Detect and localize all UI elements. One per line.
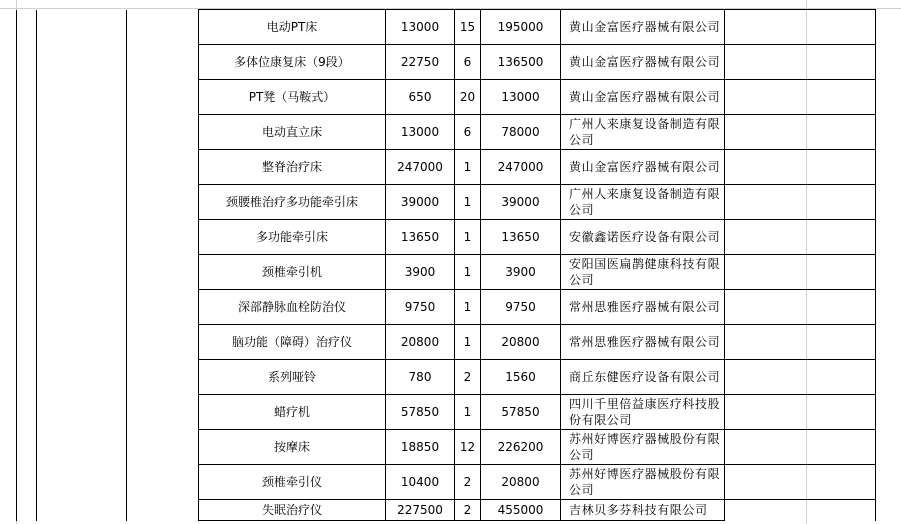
equipment-name-cell: 系列哑铃 — [199, 360, 386, 395]
total-price-cell: 57850 — [481, 395, 561, 430]
total-price-cell: 13000 — [481, 80, 561, 115]
unit-price-cell: 39000 — [386, 185, 455, 220]
empty-right-cell — [725, 150, 876, 185]
total-price-cell: 136500 — [481, 45, 561, 80]
total-price-cell: 1560 — [481, 360, 561, 395]
unit-price-cell: 9750 — [386, 290, 455, 325]
quantity-cell: 2 — [455, 360, 481, 395]
total-price-cell: 20800 — [481, 325, 561, 360]
manufacturer-cell: 广州人来康复设备制造有限公司 — [561, 115, 725, 150]
quantity-cell: 15 — [455, 10, 481, 45]
table-row — [17, 10, 876, 45]
quantity-cell: 20 — [455, 80, 481, 115]
empty-right-cell — [725, 185, 876, 220]
manufacturer-cell: 安阳国医扁鹊健康科技有限公司 — [561, 255, 725, 290]
empty-right-cell — [725, 80, 876, 115]
manufacturer-cell: 黄山金富医疗器械有限公司 — [561, 150, 725, 185]
empty-right-cell — [725, 395, 876, 430]
equipment-table-body — [17, 10, 876, 521]
equipment-name-cell: 整脊治疗床 — [199, 150, 386, 185]
quantity-cell: 12 — [455, 430, 481, 465]
total-price-cell: 39000 — [481, 185, 561, 220]
unit-price-cell: 227500 — [386, 500, 455, 521]
unit-price-cell: 650 — [386, 80, 455, 115]
unit-price-cell: 22750 — [386, 45, 455, 80]
equipment-name-cell: PT凳（马鞍式） — [199, 80, 386, 115]
empty-right-cell — [725, 465, 876, 500]
equipment-name-cell: 颈椎牵引机 — [199, 255, 386, 290]
unit-price-cell: 247000 — [386, 150, 455, 185]
unit-price-cell: 3900 — [386, 255, 455, 290]
total-price-cell: 3900 — [481, 255, 561, 290]
unit-price-cell: 13000 — [386, 10, 455, 45]
quantity-cell: 1 — [455, 255, 481, 290]
manufacturer-cell: 四川千里倍益康医疗科技股份有限公司 — [561, 395, 725, 430]
unit-price-cell: 20800 — [386, 325, 455, 360]
equipment-name-cell: 蜡疗机 — [199, 395, 386, 430]
empty-right-cell — [725, 325, 876, 360]
manufacturer-cell: 商丘东健医疗设备有限公司 — [561, 360, 725, 395]
quantity-cell: 6 — [455, 115, 481, 150]
equipment-name-cell: 多体位康复床（9段） — [199, 45, 386, 80]
quantity-cell: 1 — [455, 290, 481, 325]
quantity-cell: 1 — [455, 150, 481, 185]
empty-right-cell — [725, 430, 876, 465]
manufacturer-cell: 常州思雅医疗器械有限公司 — [561, 290, 725, 325]
total-price-cell: 226200 — [481, 430, 561, 465]
total-price-cell: 9750 — [481, 290, 561, 325]
manufacturer-cell: 黄山金富医疗器械有限公司 — [561, 80, 725, 115]
manufacturer-cell: 苏州好博医疗器械股份有限公司 — [561, 430, 725, 465]
empty-right-cell — [725, 255, 876, 290]
equipment-name-cell: 多功能牵引床 — [199, 220, 386, 255]
empty-right-cell — [725, 115, 876, 150]
manufacturer-cell: 广州人来康复设备制造有限公司 — [561, 185, 725, 220]
empty-right-cell — [725, 45, 876, 80]
unit-price-cell: 13650 — [386, 220, 455, 255]
quantity-cell: 2 — [455, 465, 481, 500]
equipment-name-cell: 失眠治疗仪 — [199, 500, 386, 521]
total-price-cell: 195000 — [481, 10, 561, 45]
empty-right-cell — [725, 290, 876, 325]
manufacturer-cell: 黄山金富医疗器械有限公司 — [561, 10, 725, 45]
equipment-name-cell: 脑功能（障碍）治疗仪 — [199, 325, 386, 360]
total-price-cell: 78000 — [481, 115, 561, 150]
unit-price-cell: 18850 — [386, 430, 455, 465]
group-column-cell — [127, 10, 199, 521]
quantity-cell: 2 — [455, 500, 481, 521]
unit-price-cell: 57850 — [386, 395, 455, 430]
equipment-name-cell: 电动PT床 — [199, 10, 386, 45]
quantity-cell: 1 — [455, 185, 481, 220]
manufacturer-cell: 吉林贝多芬科技有限公司 — [561, 500, 725, 521]
equipment-name-cell: 电动直立床 — [199, 115, 386, 150]
manufacturer-cell: 安徽鑫诺医疗设备有限公司 — [561, 220, 725, 255]
manufacturer-cell: 常州思雅医疗器械有限公司 — [561, 325, 725, 360]
unit-price-cell: 13000 — [386, 115, 455, 150]
unit-price-cell: 10400 — [386, 465, 455, 500]
equipment-name-cell: 按摩床 — [199, 430, 386, 465]
total-price-cell: 247000 — [481, 150, 561, 185]
index-column-cell — [17, 10, 37, 521]
equipment-name-cell: 深部静脉血栓防治仪 — [199, 290, 386, 325]
empty-right-cell — [725, 220, 876, 255]
manufacturer-cell: 黄山金富医疗器械有限公司 — [561, 45, 725, 80]
empty-right-cell — [725, 360, 876, 395]
equipment-table — [16, 9, 876, 521]
equipment-name-cell: 颈腰椎治疗多功能牵引床 — [199, 185, 386, 220]
quantity-cell: 1 — [455, 325, 481, 360]
category-column-cell — [37, 10, 127, 521]
total-price-cell: 455000 — [481, 500, 561, 521]
equipment-name-cell: 颈椎牵引仪 — [199, 465, 386, 500]
total-price-cell: 20800 — [481, 465, 561, 500]
empty-right-cell — [725, 500, 876, 521]
total-price-cell: 13650 — [481, 220, 561, 255]
empty-right-cell — [725, 10, 876, 45]
unit-price-cell: 780 — [386, 360, 455, 395]
quantity-cell: 1 — [455, 395, 481, 430]
manufacturer-cell: 苏州好博医疗器械股份有限公司 — [561, 465, 725, 500]
quantity-cell: 6 — [455, 45, 481, 80]
quantity-cell: 1 — [455, 220, 481, 255]
